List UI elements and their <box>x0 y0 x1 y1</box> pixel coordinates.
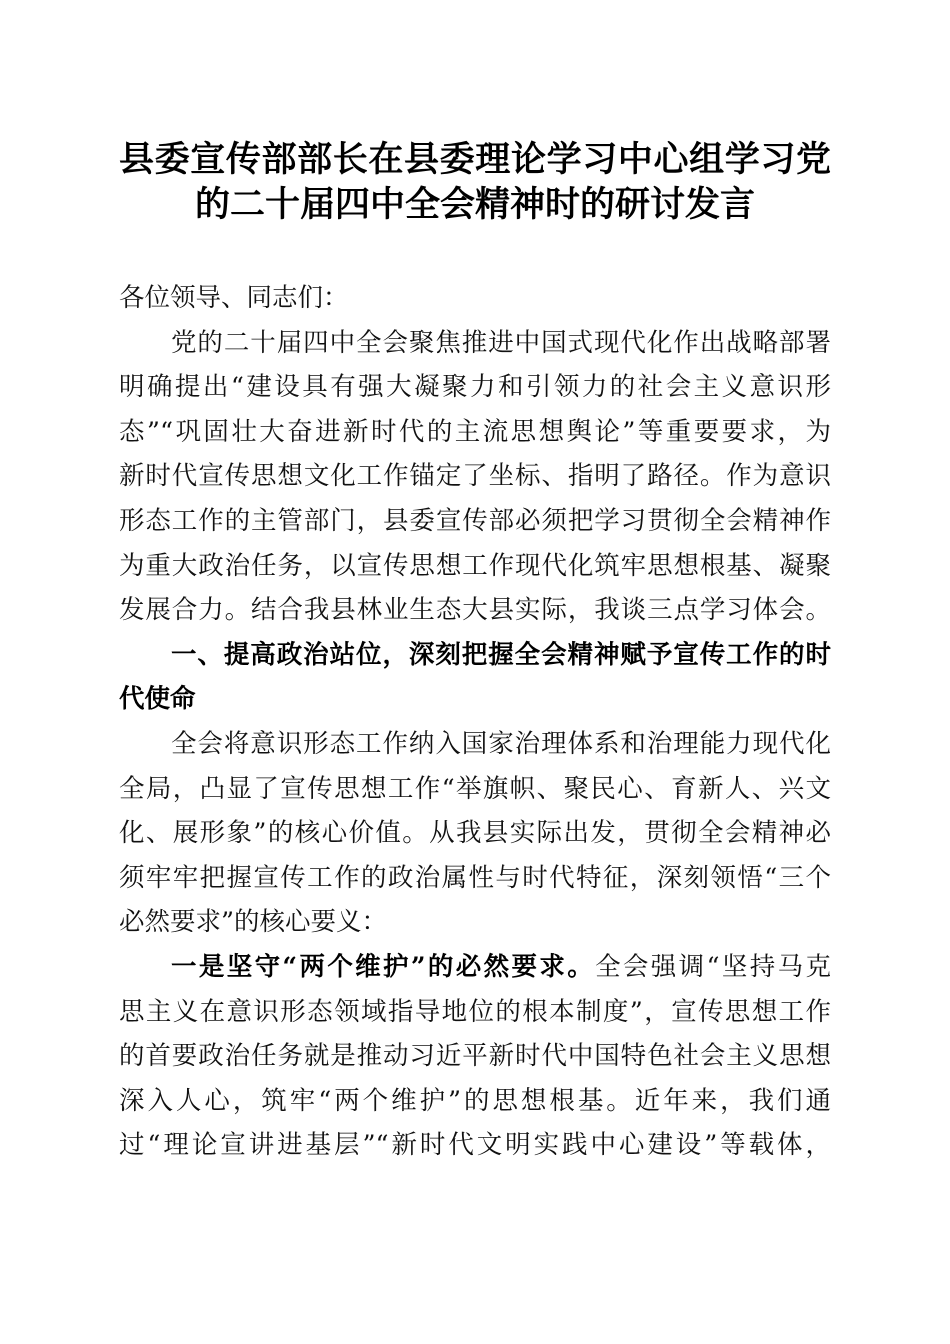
paragraph-line: 态”“巩固壮大奋进新时代的主流思想舆论”等重要要求，为 <box>119 416 831 447</box>
point-text: 全会强调“坚持马克 <box>595 951 831 982</box>
paragraph-line: 全会将意识形态工作纳入国家治理体系和治理能力现代化 <box>171 728 831 759</box>
paragraph-line: 的首要政治任务就是推动习近平新时代中国特色社会主义思想 <box>119 1041 831 1072</box>
paragraph-line: 须牢牢把握宣传工作的政治属性与时代特征，深刻领悟“三个 <box>119 862 831 893</box>
heading-line: 代使命 <box>119 684 196 715</box>
paragraph-line: 党的二十届四中全会聚焦推进中国式现代化作出战略部署 <box>171 327 831 358</box>
paragraph-line: 明确提出“建设具有强大凝聚力和引领力的社会主义意识形 <box>119 372 831 403</box>
greeting: 各位领导、同志们： <box>119 283 349 313</box>
heading-line: 一、提高政治站位，深刻把握全会精神赋予宣传工作的时 <box>171 639 831 670</box>
title-line: 县委宣传部部长在县委理论学习中心组学习党 <box>119 139 831 180</box>
paragraph-line: 化、展形象”的核心价值。从我县实际出发，贯彻全会精神必 <box>119 818 831 849</box>
document-body <box>119 276 831 1168</box>
paragraph-line: 过“理论宣讲进基层”“新时代文明实践中心建设”等载体， <box>119 1130 831 1161</box>
paragraph-line: 思主义在意识形态领域指导地位的根本制度”，宣传思想工作 <box>119 996 831 1027</box>
paragraph-line: 为重大政治任务，以宣传思想工作现代化筑牢思想根基、凝聚 <box>119 550 831 581</box>
paragraph-line: 深入人心，筑牢“两个维护”的思想根基。近年来，我们通 <box>119 1085 831 1116</box>
section-paragraph <box>119 722 831 945</box>
document-title <box>119 137 831 227</box>
paragraph-line <box>119 945 831 990</box>
paragraph-line: 形态工作的主管部门，县委宣传部必须把学习贯彻全会精神作 <box>119 505 831 536</box>
point-paragraph <box>119 945 831 1168</box>
paragraph-line: 发展合力。结合我县林业生态大县实际，我谈三点学习体会。 <box>119 595 831 626</box>
title-line: 的二十届四中全会精神时的研讨发言 <box>194 184 755 225</box>
paragraph-line: 必然要求”的核心要义： <box>119 907 388 938</box>
section-heading <box>119 633 831 722</box>
intro-paragraph <box>119 321 831 633</box>
paragraph-line: 新时代宣传思想文化工作锚定了坐标、指明了路径。作为意识 <box>119 461 831 492</box>
point-lead: 一是坚守“两个维护”的必然要求。 <box>171 951 596 982</box>
paragraph-line: 全局，凸显了宣传思想工作“举旗帜、聚民心、育新人、兴文 <box>119 773 831 804</box>
